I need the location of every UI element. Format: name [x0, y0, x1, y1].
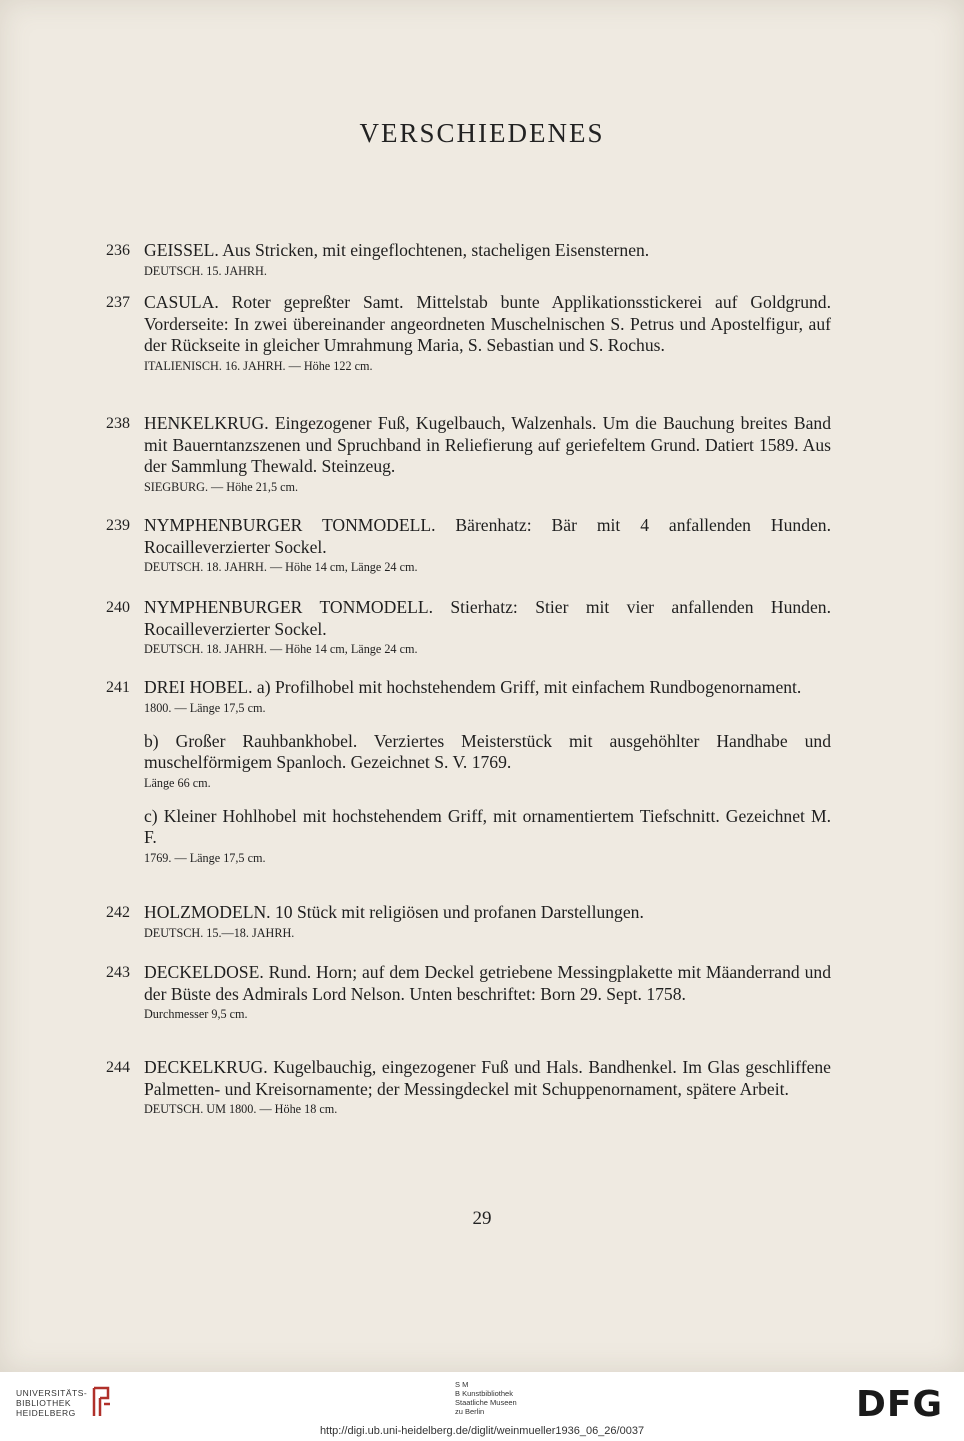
- entry-number: 242: [106, 904, 130, 921]
- university-logo-icon: [90, 1384, 114, 1420]
- entry-text: DECKELDOSE. Rund. Horn; auf dem Deckel getriebene Messingplakette mit Mäanderrand und der Büste des Admirals Lord Nelson. Unten beschriftet: Born 29. Sept. 1758.: [144, 962, 831, 1004]
- catalog-entry-237: [106, 292, 831, 375]
- catalog-entry-244: [106, 1057, 831, 1118]
- catalog-entry-241: [106, 677, 831, 867]
- catalog-entry-239: [106, 515, 831, 576]
- catalog-entry-242: [106, 902, 831, 942]
- entry-number: 241: [106, 679, 130, 696]
- entry-meta: SIEGBURG. — Höhe 21,5 cm.: [144, 479, 299, 494]
- entry-number: 240: [106, 599, 130, 616]
- entry-subitem-c: c) Kleiner Hohlhobel mit hochstehendem Griff, mit ornamentiertem Tiefschnitt. Gezeichnet M. F.: [144, 805, 831, 847]
- entry-text: DECKELKRUG. Kugelbauchig, eingezogener Fuß und Hals. Bandhenkel. Im Glas geschliffene Palmetten- und Kreisornamente; der Messingdeckel mit Schuppenornament, spätere Arbeit.: [144, 1057, 831, 1099]
- entry-number: 244: [106, 1059, 130, 1076]
- entry-meta: ITALIENISCH. 16. JAHRH. — Höhe 122 cm.: [144, 358, 373, 373]
- entry-meta: DEUTSCH. UM 1800. — Höhe 18 cm.: [144, 1102, 338, 1116]
- entry-text: DREI HOBEL. a) Profilhobel mit hochstehendem Griff, mit einfachem Rundbogenornament.: [144, 677, 802, 697]
- page-title: VERSCHIEDENES: [359, 118, 605, 148]
- catalog-entry-236: [106, 240, 831, 280]
- university-library-label: UNIVERSITÄTS- BIBLIOTHEK HEIDELBERG: [16, 1388, 88, 1418]
- entry-number: 238: [106, 415, 130, 432]
- smb-logo-text: S M B Kunstbibliothek Staatliche Museen zu Berlin: [455, 1380, 517, 1416]
- page-number: 29: [472, 1208, 492, 1229]
- entry-text: CASULA. Roter gepreßter Samt. Mittelstab bunte Applikationsstickerei auf Goldgrund. Vorderseite: In zwei übereinander angeordneten Muschelnischen S. Petrus und Apostelfigur, auf der Rückseite in gleicher Umrahmung Maria, S. Sebastian und S. Rochus.: [144, 292, 831, 355]
- entry-meta: DEUTSCH. 18. JAHRH. — Höhe 14 cm, Länge 24 cm.: [144, 560, 418, 574]
- entry-number: 239: [106, 517, 130, 534]
- entry-text: GEISSEL. Aus Stricken, mit eingeflochtenen, stacheligen Eisensternen.: [144, 240, 650, 260]
- entry-text: HOLZMODELN. 10 Stück mit religiösen und profanen Darstellungen.: [144, 902, 644, 922]
- entry-text: NYMPHENBURGER TONMODELL. Bärenhatz: Bär mit 4 anfallenden Hunden. Rocailleverzierter Sockel.: [144, 515, 831, 557]
- entry-text: NYMPHENBURGER TONMODELL. Stierhatz: Stier mit vier anfallenden Hunden. Rocailleverzierter Sockel.: [144, 597, 831, 639]
- entry-number: 243: [106, 964, 130, 981]
- dfg-logo: DFG: [856, 1384, 944, 1425]
- entry-text: HENKELKRUG. Eingezogener Fuß, Kugelbauch, Walzenhals. Um die Bauchung breites Band mit Bauerntanzszenen und Spruchband in Reliefierung auf geriefeltem Grund. Datiert 1589. Aus der Sammlung Thewald. Steinzeug.: [144, 413, 831, 476]
- catalog-entry-240: [106, 597, 831, 658]
- entry-number: 236: [106, 242, 130, 259]
- entry-number: 237: [106, 294, 130, 311]
- entry-meta: Durchmesser 9,5 cm.: [144, 1007, 248, 1021]
- entry-meta: DEUTSCH. 15.—18. JAHRH.: [144, 925, 295, 940]
- catalog-entry-238: [106, 413, 831, 496]
- catalog-entry-243: [106, 962, 831, 1023]
- entry-subitem-b-meta: Länge 66 cm.: [144, 775, 211, 790]
- entry-meta: DEUTSCH. 15. JAHRH.: [144, 263, 267, 278]
- entry-subitem-c-meta: 1769. — Länge 17,5 cm.: [144, 850, 266, 865]
- entry-subitem-b: b) Großer Rauhbankhobel. Verziertes Meisterstück mit ausgehöhlter Handhabe und muschelförmigem Spanloch. Gezeichnet S. V. 1769.: [144, 730, 831, 772]
- source-url-link[interactable]: http://digi.ub.uni-heidelberg.de/diglit/weinmueller1936_06_26/0037: [319, 1425, 645, 1437]
- entry-meta: DEUTSCH. 18. JAHRH. — Höhe 14 cm, Länge 24 cm.: [144, 642, 418, 656]
- entry-meta: 1800. — Länge 17,5 cm.: [144, 700, 266, 715]
